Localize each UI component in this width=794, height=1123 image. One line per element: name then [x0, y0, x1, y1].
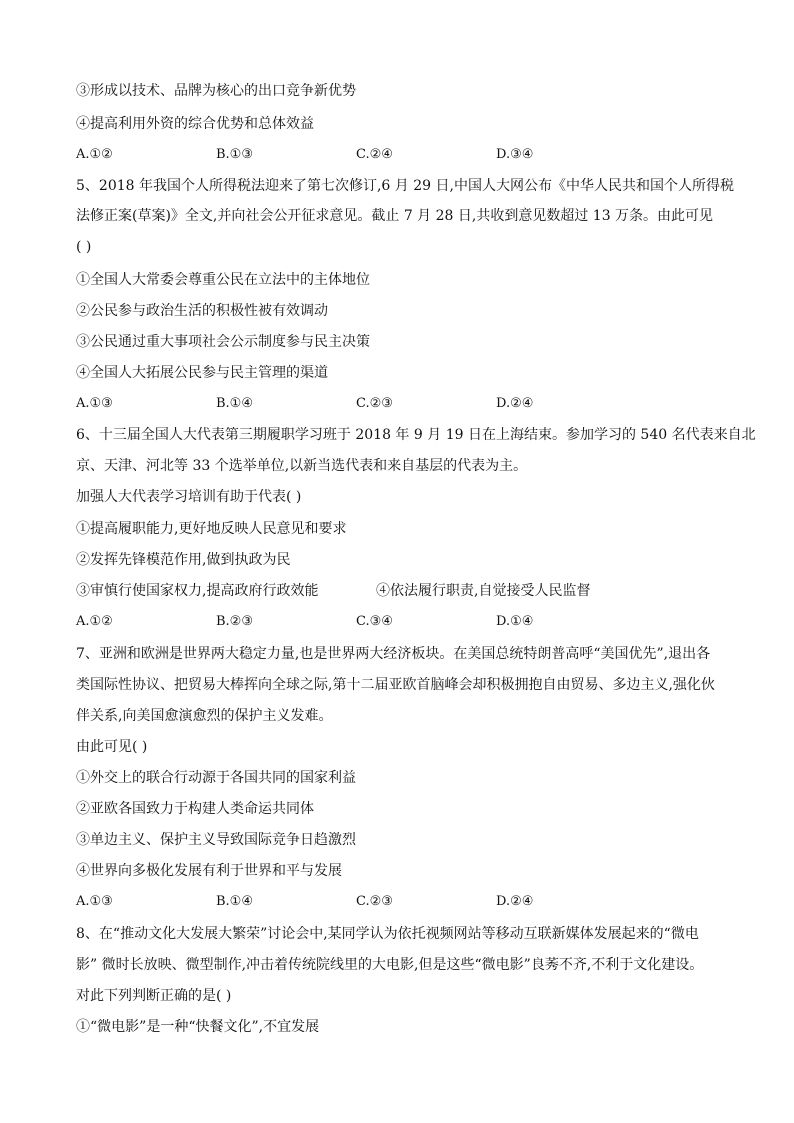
q5-statement-4: ④全国人大拓展公民参与民主管理的渠道 [76, 365, 328, 381]
q6-statement-4: ④依法履行职责,自觉接受人民监督 [376, 583, 591, 599]
q4-option-b: B.①③ [216, 147, 253, 162]
q5-stem-line-2: 法修正案(草案)》全文,并向社会公开征求意见。截止 7 月 28 日,共收到意见数超过 13 万条。由此可见 [76, 208, 714, 224]
q8-stem-line-3: 对此下列判断正确的是( ) [76, 988, 232, 1004]
q6-stem-line-3: 加强人大代表学习培训有助于代表( ) [76, 489, 302, 505]
q7-statement-1: ①外交上的联合行动源于各国共同的国家利益 [76, 770, 356, 786]
q6-stem-line-1: 6、十三届全国人大代表第三期履职学习班于 2018 年 9 月 19 日在上海结束。参加学习的 540 名代表来自北 [76, 427, 756, 443]
q5-option-b: B.①④ [216, 396, 253, 411]
q5-statement-2: ②公民参与政治生活的积极性被有效调动 [76, 303, 328, 319]
q7-statement-3: ③单边主义、保护主义导致国际竞争日趋激烈 [76, 832, 356, 848]
q7-option-b: B.①④ [216, 894, 253, 909]
q7-stem-line-2: 类国际性协议、把贸易大棒挥向全球之际,第十二届亚欧首脑峰会却积极拥抱自由贸易、多边主义,强化伙 [76, 677, 715, 693]
q7-stem-line-3: 伴关系,向美国愈演愈烈的保护主义发难。 [76, 708, 333, 724]
q7-option-c: C.②③ [356, 894, 393, 909]
q7-statement-4: ④世界向多极化发展有利于世界和平与发展 [76, 863, 342, 879]
q6-option-b: B.②③ [216, 614, 253, 629]
q6-stem-line-2: 京、天津、河北等 33 个选举单位,以新当选代表和来自基层的代表为主。 [76, 458, 528, 474]
q7-stem-line-4: 由此可见( ) [76, 739, 148, 755]
q5-statement-1: ①全国人大常委会尊重公民在立法中的主体地位 [76, 272, 370, 288]
q7-option-d: D.②④ [496, 894, 534, 909]
q5-answer-blank: ( ) [76, 239, 92, 255]
q5-statement-3: ③公民通过重大事项社会公示制度参与民主决策 [76, 334, 370, 350]
q7-option-a: A.①③ [76, 894, 113, 909]
q7-stem-line-1: 7、亚洲和欧洲是世界两大稳定力量,也是世界两大经济板块。在美国总统特朗普高呼“美国优先”,退出各 [76, 646, 711, 662]
q6-statement-1: ①提高履职能力,更好地反映人民意见和要求 [76, 521, 347, 537]
q8-stem-line-2: 影” 微时长放映、微型制作,冲击着传统院线里的大电影,但是这些“微电影”良莠不齐,不利于文化建设。 [76, 957, 704, 973]
q4-statement-3: ③形成以技术、品牌为核心的出口竞争新优势 [76, 83, 356, 99]
q4-option-a: A.①② [76, 147, 113, 162]
q6-statements-3-4 [76, 582, 591, 600]
q6-statement-2: ②发挥先锋模范作用,做到执政为民 [76, 552, 291, 568]
q8-statement-1: ①“微电影”是一种“快餐文化”,不宜发展 [76, 1019, 320, 1035]
q6-option-c: C.③④ [356, 614, 393, 629]
q5-option-c: C.②③ [356, 396, 393, 411]
q4-option-c: C.②④ [356, 147, 393, 162]
q6-option-d: D.①④ [496, 614, 534, 629]
q4-option-d: D.③④ [496, 147, 534, 162]
q8-stem-line-1: 8、在“推动文化大发展大繁荣”讨论会中,某同学认为依托视频网站等移动互联新媒体发展起来的“微电 [76, 926, 699, 942]
q7-statement-2: ②亚欧各国致力于构建人类命运共同体 [76, 801, 314, 817]
q6-option-a: A.①② [76, 614, 113, 629]
q6-statement-3: ③审慎行使国家权力,提高政府行政效能 [76, 583, 319, 599]
q5-stem-line-1: 5、2018 年我国个人所得税法迎来了第七次修订,6 月 29 日,中国人大网公布《中华人民共和国个人所得税 [76, 178, 734, 194]
q4-statement-4: ④提高利用外资的综合优势和总体效益 [76, 116, 314, 132]
q5-option-d: D.②④ [496, 396, 534, 411]
q5-option-a: A.①③ [76, 396, 113, 411]
